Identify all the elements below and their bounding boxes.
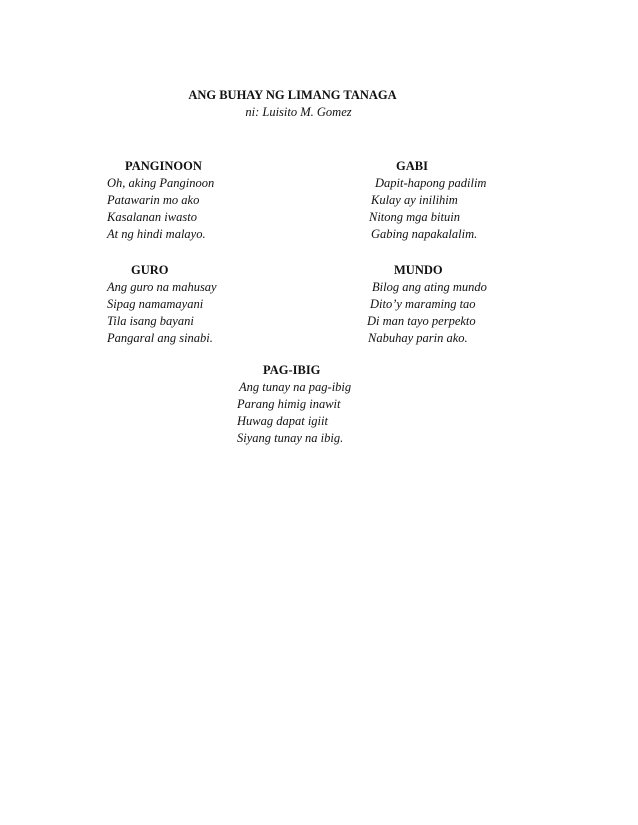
poem-mundo	[367, 262, 487, 347]
poem-gabi	[369, 158, 486, 243]
poem-heading: GABI	[396, 159, 428, 173]
poem-line: Pangaral ang sinabi.	[107, 331, 213, 345]
poem-line: Kulay ay inilihim	[371, 193, 458, 207]
poem-heading: PAG-IBIG	[263, 363, 321, 377]
poem-line: Siyang tunay na ibig.	[237, 431, 344, 445]
poem-pag-ibig	[237, 362, 351, 447]
poem-line: Parang himig inawit	[237, 397, 341, 411]
poem-line: Nabuhay parin ako.	[368, 331, 468, 345]
poem-heading: MUNDO	[394, 263, 443, 277]
poem-line: Dapit-hapong padilim	[375, 176, 487, 190]
poem-line: At ng hindi malayo.	[107, 227, 206, 241]
poem-line: Huwag dapat igiit	[237, 414, 328, 428]
document-title: ANG BUHAY NG LIMANG TANAGA	[188, 88, 397, 102]
poem-line: Tila isang bayani	[107, 314, 194, 328]
poem-line: Gabing napakalalim.	[371, 227, 478, 241]
poem-line: Dito’y maraming tao	[370, 297, 476, 311]
poem-heading: PANGINOON	[125, 159, 202, 173]
poem-guro	[107, 262, 217, 347]
poem-line: Sipag namamayani	[107, 297, 204, 311]
poem-line: Oh, aking Panginoon	[107, 176, 215, 190]
poem-line: Ang tunay na pag-ibig	[239, 380, 352, 394]
poem-line: Ang guro na mahusay	[107, 280, 217, 294]
author-byline: ni: Luisito M. Gomez	[245, 105, 352, 119]
poem-line: Kasalanan iwasto	[107, 210, 197, 224]
poem-panginoon	[107, 158, 214, 243]
poem-line: Nitong mga bituin	[369, 210, 460, 224]
poem-line: Di man tayo perpekto	[367, 314, 476, 328]
poem-line: Bilog ang ating mundo	[372, 280, 487, 294]
poem-line: Patawarin mo ako	[107, 193, 200, 207]
poem-heading: GURO	[131, 263, 169, 277]
